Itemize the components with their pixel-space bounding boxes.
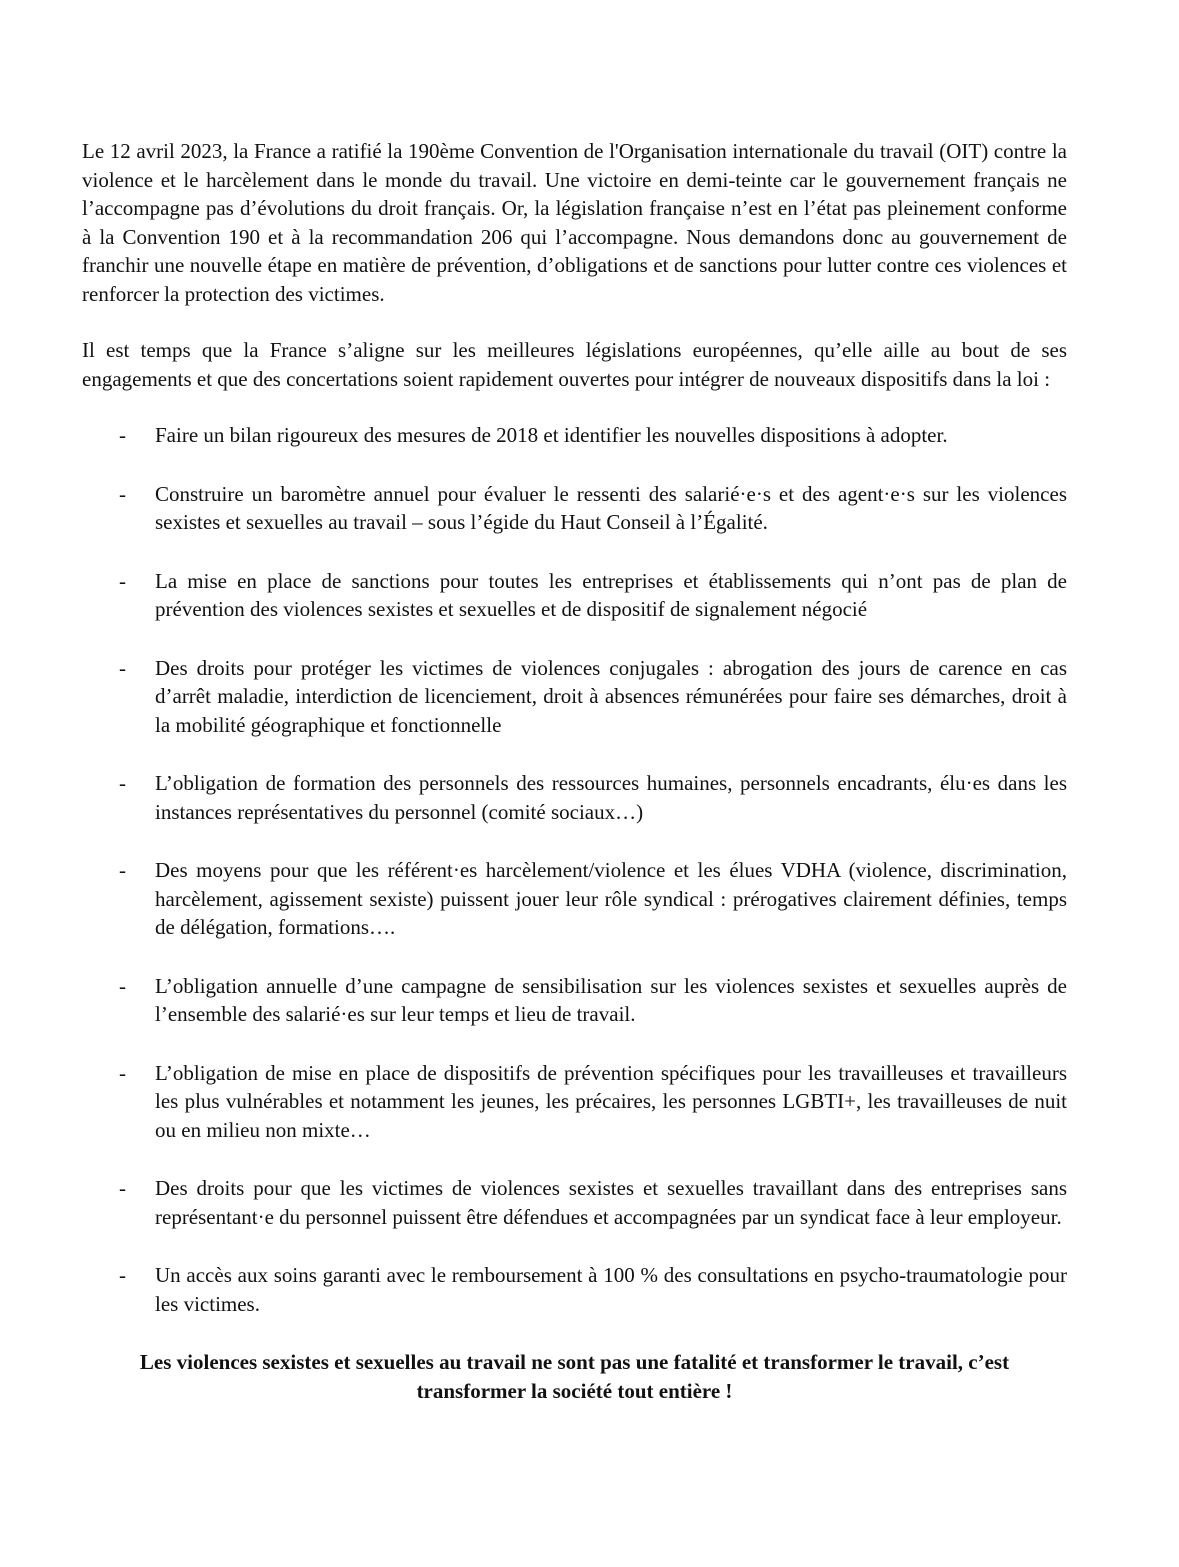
demand-text: Faire un bilan rigoureux des mesures de 2018 et identifier les nouvelles dispositions à adopter. (155, 423, 948, 447)
lead-paragraph: Il est temps que la France s’aligne sur les meilleures législations européennes, qu’elle aille au bout de ses engagements et que des concertations soient rapidement ouvertes pour intégrer de nouveaux dispositifs dans la loi : (82, 338, 1067, 391)
bullet-dash: - (119, 568, 126, 593)
demand-text: L’obligation annuelle d’une campagne de sensibilisation sur les violences sexistes et sexuelles auprès de l’ensemble des salarié·es sur leur temps et lieu de travail. (155, 973, 1067, 1026)
bullet-dash: - (119, 858, 126, 882)
list-item (82, 1174, 1067, 1231)
demand-text: La mise en place de sanctions pour toutes les entreprises et établissements qui n’ont pas de plan de prévention des violences sexistes et sexuelles et de dispositif de signalement négocié (155, 568, 1067, 621)
bullet-dash: - (119, 1060, 126, 1085)
bullet-dash: - (119, 973, 126, 998)
bullet-dash: - (119, 481, 126, 506)
list-item (82, 421, 1067, 450)
list-item (82, 972, 1067, 1029)
demand-text: Construire un baromètre annuel pour évaluer le ressenti des salarié·e·s et des agent·e·s sur les violences sexistes et sexuelles au travail – sous l’égide du Haut Conseil à l’Égalité. (155, 481, 1067, 534)
bullet-dash: - (119, 1263, 126, 1287)
bullet-dash: - (119, 1176, 126, 1200)
demand-text: L’obligation de mise en place de dispositifs de prévention spécifiques pour les travailleuses et travailleurs les plus vulnérables et notamment les jeunes, les précaires, les personnes LGBTI+, les travailleuses de nuit ou en milieu non mixte… (155, 1060, 1067, 1142)
demand-text: Des moyens pour que les référent·es harcèlement/violence et les élues VDHA (violence, discrimination, harcèlement, agissement sexiste) puissent jouer leur rôle syndical : prérogatives clairement définies, temps de délégation, formations…. (155, 858, 1067, 939)
list-item (82, 480, 1067, 537)
bullet-dash: - (119, 423, 126, 447)
demand-text: Des droits pour protéger les victimes de violences conjugales : abrogation des jours de carence en cas d’arrêt maladie, interdiction de licenciement, droit à absences rémunérées pour faire ses démarches, droit à la mobilité géographique et fonctionnelle (155, 655, 1067, 737)
demand-text: L’obligation de formation des personnels des ressources humaines, personnels encadrants, élu·es dans les instances représentatives du personnel (comité sociaux…) (155, 771, 1067, 824)
demand-text: Des droits pour que les victimes de violences sexistes et sexuelles travaillant dans des entreprises sans représentant·e du personnel puissent être défendues et accompagnées par un syndicat face à leur employeur. (155, 1176, 1067, 1229)
intro-paragraph: Le 12 avril 2023, la France a ratifié la 190ème Convention de l'Organisation internationale du travail (OIT) contre la violence et le harcèlement dans le monde du travail. Une victoire en demi-teinte car le gouvernement français ne l’accompagne pas d’évolutions du droit français. Or, la législation française n’est en l’état pas pleinement conforme à la Convention 190 et à la recommandation 206 qui l’accompagne. Nous demandons donc au gouvernement de franchir une nouvelle étape en matière de prévention, d’obligations et de sanctions pour lutter contre ces violences et renforcer la protection des victimes. (82, 139, 1067, 306)
list-item (82, 856, 1067, 942)
list-item (82, 1261, 1067, 1318)
list-item (82, 567, 1067, 624)
list-item (82, 1059, 1067, 1145)
demand-text: Un accès aux soins garanti avec le remboursement à 100 % des consultations en psycho-traumatologie pour les victimes. (155, 1263, 1067, 1316)
bullet-dash: - (119, 771, 126, 795)
list-item (82, 769, 1067, 826)
demands-list (82, 421, 1067, 1318)
bullet-dash: - (119, 655, 126, 680)
list-item (82, 654, 1067, 740)
document-body (82, 137, 1067, 1406)
conclusion-statement: Les violences sexistes et sexuelles au travail ne sont pas une fatalité et transformer le travail, c’est transformer la société tout entière ! (139, 1350, 1010, 1403)
